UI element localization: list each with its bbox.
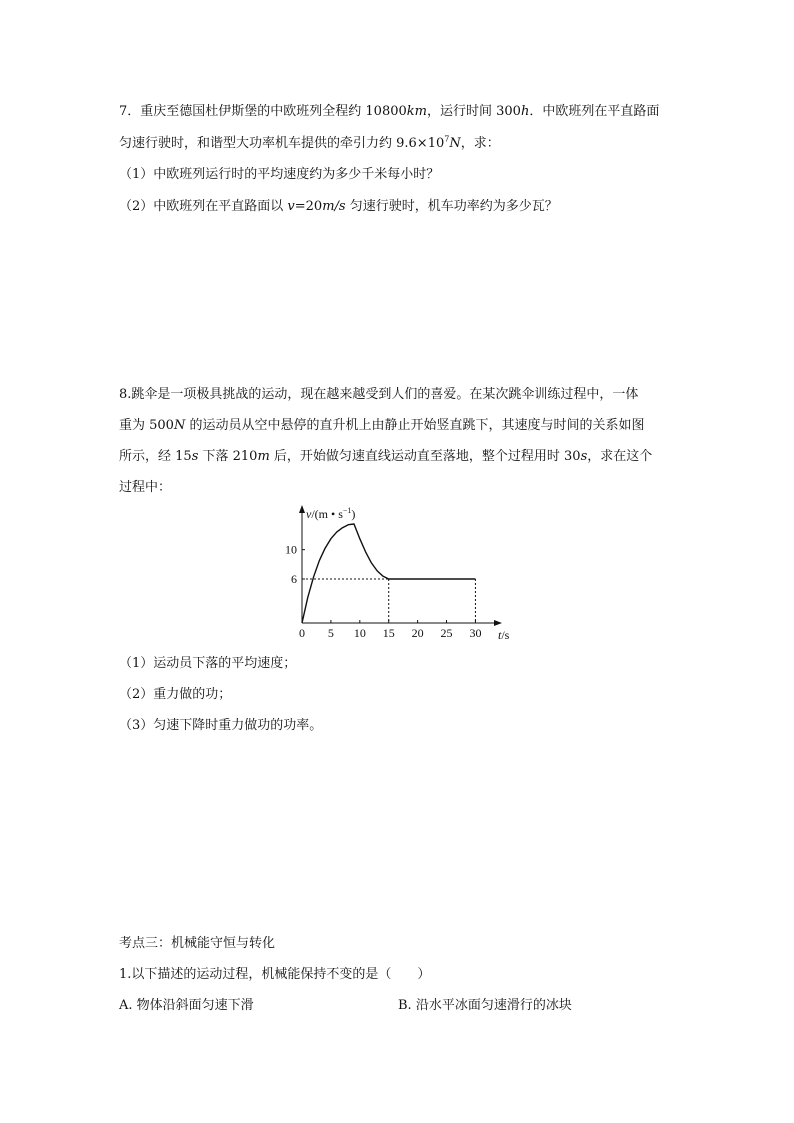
var-v: v — [287, 199, 295, 214]
y-axis-exponent: −1 — [342, 506, 352, 515]
q7-text: ．中欧班列在平直路面 — [529, 104, 660, 119]
q7-text: 匀速行驶时，机车功率约为多少瓦？ — [345, 199, 558, 214]
unit-h: h — [520, 104, 530, 119]
option-b: B. 沿水平冰面匀速滑行的冰块 — [398, 998, 572, 1013]
x-tick-label: 15 — [382, 626, 395, 640]
q8-text: 下落 210 — [198, 449, 258, 464]
y-tick-label: 6 — [291, 572, 297, 586]
q7-text: =20 — [294, 199, 323, 214]
option-a: A. 物体沿斜面匀速下滑 — [119, 998, 254, 1013]
y-axis-var: v — [306, 507, 312, 521]
q8-text: 重为 500 — [119, 418, 174, 433]
x-axis-arrow — [494, 620, 502, 626]
x-tick-label: 5 — [327, 626, 334, 640]
q7-sub-1: （1）中欧班列运行时的平均速度约为多少千米每小时？ — [119, 167, 440, 182]
q7-text: 匀速行驶时，和谐型大功率机车提供的牵引力约 9.6×10 — [119, 136, 445, 151]
q8-line-2 — [119, 417, 644, 435]
x-tick-label: 0 — [299, 626, 305, 640]
q8-text: 后，开始做匀速直线运动直至落地，整个过程用时 30 — [269, 449, 581, 464]
x-axis-var: t — [498, 628, 502, 642]
y-tick-label: 10 — [285, 542, 297, 557]
x-axis-unit: /s — [501, 628, 510, 642]
y-axis-label — [306, 506, 355, 521]
unit-mps: m/s — [322, 199, 346, 214]
unit-s: s — [191, 449, 199, 464]
x-tick-label: 10 — [353, 626, 366, 640]
q7-line-2 — [119, 135, 500, 153]
section-q1: 1.以下描述的运动过程，机械能保持不变的是（ ） — [119, 967, 431, 982]
q7-text: ，求： — [460, 136, 500, 151]
q8-text: 所示，经 15 — [119, 449, 192, 464]
y-axis-arrow — [299, 505, 305, 513]
y-axis-close: ) — [351, 507, 356, 521]
q8-text: ，求在这个 — [587, 449, 653, 464]
q7-text: 7．重庆至德国杜伊斯堡的中欧班列全程约 10800 — [119, 104, 407, 119]
q8-line-1: 8.跳伞是一项极具挑战的运动，现在越来越受到人们的喜爱。在某次跳伞训练过程中，一体 — [119, 387, 639, 402]
unit-n: N — [449, 136, 461, 151]
q8-line-3 — [119, 448, 652, 466]
section-title: 考点三：机械能守恒与转化 — [119, 936, 276, 951]
q7-text: （2）中欧班列在平直路面以 — [119, 199, 288, 214]
q8-line-4: 过程中： — [119, 480, 172, 495]
q8-sub-1: （1）运动员下落的平均速度； — [119, 656, 297, 671]
q7-sub-2 — [119, 198, 558, 216]
unit-km: km — [406, 104, 427, 119]
q7-line-1 — [119, 103, 659, 121]
exponent: 7 — [444, 134, 450, 144]
unit-n: N — [173, 418, 186, 433]
x-tick-label: 25 — [440, 626, 453, 640]
x-axis-label — [498, 628, 510, 642]
q8-sub-2: （2）重力做的功； — [119, 687, 232, 702]
y-axis-unit: /(m • s — [311, 507, 343, 521]
q8-sub-3: （3）匀速下降时重力做功的功率。 — [119, 718, 323, 733]
unit-s: s — [580, 449, 588, 464]
x-tick-label: 20 — [411, 626, 424, 640]
unit-m: m — [257, 449, 270, 464]
q8-text: 的运动员从空中悬停的直升机上由静止开始竖直跳下，其速度与时间的关系如图 — [185, 418, 645, 433]
q7-text: ，运行时间 300 — [426, 104, 521, 119]
velocity-time-chart — [272, 503, 522, 643]
x-tick-label: 30 — [469, 626, 482, 640]
